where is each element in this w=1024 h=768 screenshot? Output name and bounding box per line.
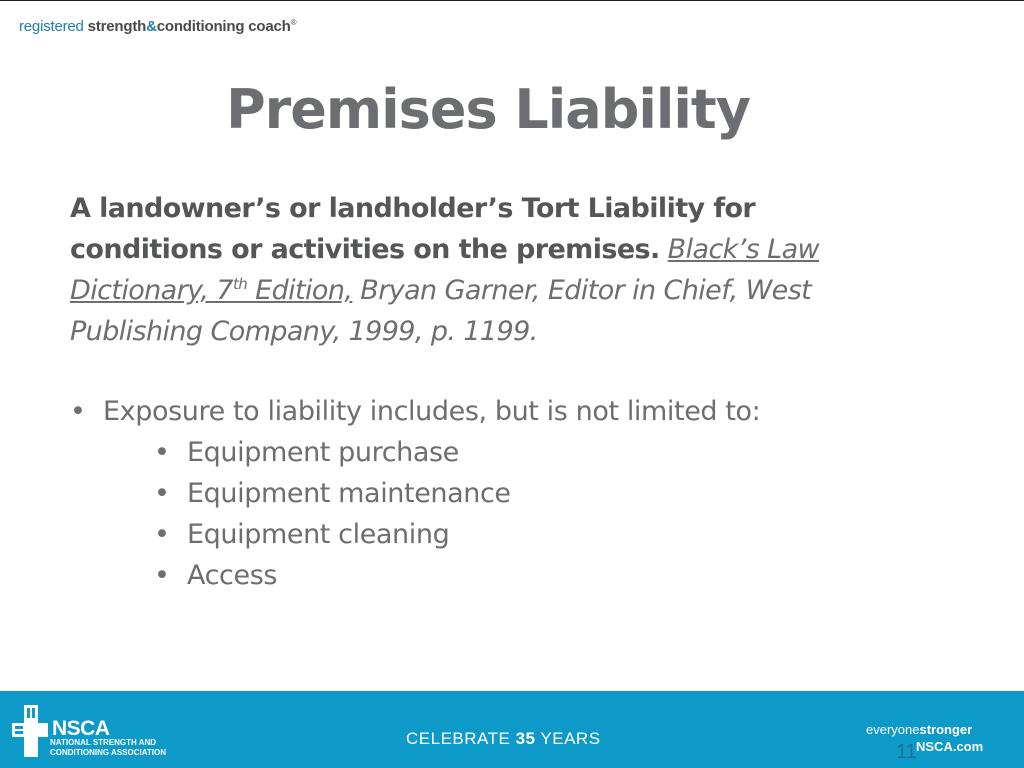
- celebrate-years-number: 35: [515, 729, 536, 748]
- tagline: [866, 722, 972, 737]
- slide-title: Premises Liability: [226, 78, 750, 141]
- bullet-marker: •: [154, 519, 170, 550]
- bullet-main-text: Exposure to liability includes, but is not limited to:: [103, 396, 761, 427]
- tagline-light: everyone: [866, 722, 920, 737]
- nsca-full-name-line: NATIONAL STRENGTH AND: [50, 738, 157, 747]
- nsca-full-name: [50, 738, 220, 758]
- nsca-full-name-line: CONDITIONING ASSOCIATION: [50, 748, 166, 757]
- logo-ampersand: &: [146, 18, 157, 35]
- logo-word-registered: registered: [19, 18, 84, 35]
- nsca-wordmark: NSCA: [52, 717, 110, 740]
- definition-lead: A landowner’s or landholder’s Tort Liability for conditions or activities on the premises.: [70, 193, 756, 265]
- citation-rest: Bryan Garner, Editor in Chief, West Publishing Company, 1999, p. 1199.: [70, 275, 812, 347]
- slide-page-number: 11: [896, 741, 917, 763]
- bullet-marker: •: [154, 437, 170, 468]
- citation-superscript: th: [232, 275, 248, 293]
- sub-bullet-text: Access: [187, 560, 278, 591]
- celebrate-text: YEARS: [535, 729, 601, 748]
- tagline-bold: stronger: [919, 722, 973, 737]
- rscc-logo: [19, 18, 296, 35]
- sub-bullet-list: [103, 432, 760, 596]
- definition-paragraph: [70, 188, 850, 352]
- footer-bar: [0, 691, 1024, 768]
- bullet-marker: •: [154, 478, 170, 509]
- nsca-cross-logo-icon: [10, 703, 48, 759]
- sub-bullet-item: [154, 514, 760, 555]
- bullet-marker: •: [154, 560, 170, 591]
- bullet-main: [70, 391, 760, 596]
- website-link[interactable]: NSCA.com: [916, 739, 984, 754]
- bullet-marker: •: [70, 396, 86, 427]
- celebrate-text: CELEBRATE: [406, 729, 516, 748]
- top-rule: [0, 0, 1024, 1]
- sub-bullet-text: Equipment purchase: [187, 437, 459, 468]
- celebrate-banner: [406, 729, 601, 749]
- sub-bullet-item: [154, 432, 760, 473]
- sub-bullet-item: [154, 473, 760, 514]
- citation-title: Black’s Law Dictionary, 7th Edition,: [70, 234, 820, 306]
- logo-word-coach: conditioning coach: [156, 18, 291, 35]
- sub-bullet-item: [154, 555, 760, 596]
- sub-bullet-text: Equipment cleaning: [187, 519, 450, 550]
- bullet-list: [70, 391, 760, 596]
- sub-bullet-text: Equipment maintenance: [187, 478, 511, 509]
- logo-registered-mark: ®: [290, 18, 297, 27]
- logo-word-strength: strength: [87, 18, 147, 35]
